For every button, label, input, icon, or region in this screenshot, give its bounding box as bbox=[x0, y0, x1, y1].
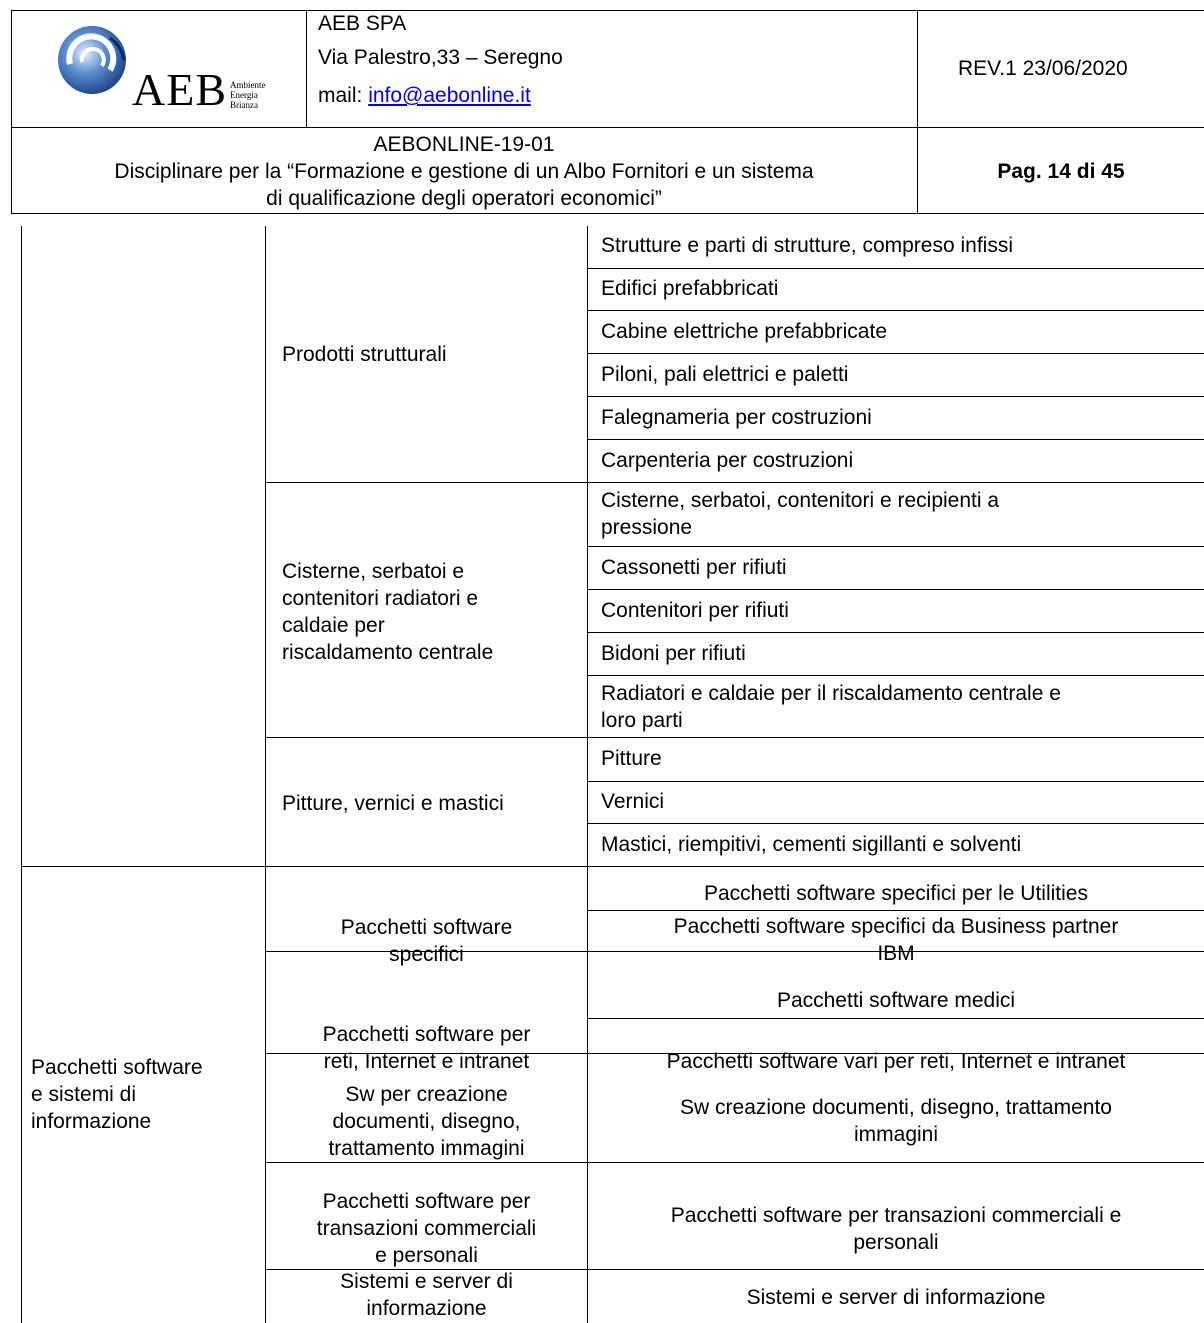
logo-sub-1: Ambiente bbox=[230, 80, 266, 90]
revision: REV.1 23/06/2020 bbox=[958, 57, 1128, 80]
list-item-continuation: loro parti bbox=[601, 709, 683, 732]
category-label-line-1: Pacchetti software bbox=[31, 1056, 203, 1079]
group-label-cisterne-line-2: contenitori radiatori e bbox=[282, 587, 479, 610]
subgroup-label-line: Pacchetti software per bbox=[322, 1023, 531, 1046]
list-item: Cisterne, serbatoi, contenitori e recipienti a bbox=[601, 489, 1000, 512]
group-label-cisterne-line-4: riscaldamento centrale bbox=[282, 641, 494, 664]
doc-title-line-1: Disciplinare per la “Formazione e gestione di un Albo Fornitori e un sistema bbox=[114, 160, 814, 183]
doc-title-line-2: di qualificazione degli operatori economici” bbox=[266, 187, 662, 210]
logo-sub-2: Energia bbox=[230, 90, 258, 100]
category-label-line-3: informazione bbox=[31, 1110, 152, 1133]
subgroup-label-line: informazione bbox=[366, 1297, 487, 1320]
list-item: Sw creazione documenti, disegno, trattamento bbox=[680, 1096, 1112, 1119]
subgroup-label-line: Sw per creazione bbox=[345, 1083, 508, 1106]
list-item: Bidoni per rifiuti bbox=[601, 642, 746, 665]
list-item: Pacchetti software specifici per le Utilities bbox=[704, 882, 1088, 905]
subgroup-label-line: trattamento immagini bbox=[328, 1137, 525, 1160]
list-item: Piloni, pali elettrici e paletti bbox=[601, 363, 849, 386]
subgroup-label-line: Pacchetti software per bbox=[322, 1190, 531, 1213]
company-address: Via Palestro,33 – Seregno bbox=[318, 46, 563, 69]
company-name: AEB SPA bbox=[318, 12, 407, 35]
company-mail bbox=[318, 82, 531, 109]
subgroup-label-line: e personali bbox=[375, 1244, 478, 1267]
list-item: Radiatori e caldaie per il riscaldamento centrale e bbox=[601, 682, 1061, 705]
list-item: Contenitori per rifiuti bbox=[601, 599, 789, 622]
mail-prefix: mail: bbox=[318, 84, 369, 107]
list-item: Pitture bbox=[601, 747, 662, 770]
category-label-line-2: e sistemi di bbox=[31, 1083, 137, 1106]
subgroup-label-line: Sistemi e server di bbox=[340, 1270, 513, 1293]
list-item: Pacchetti software medici bbox=[776, 989, 1016, 1012]
list-item-continuation: personali bbox=[853, 1231, 939, 1254]
page-number: Pag. 14 di 45 bbox=[997, 160, 1125, 183]
list-item: Cabine elettriche prefabbricate bbox=[601, 320, 888, 343]
subgroup-label-line: specifici bbox=[389, 943, 464, 966]
list-item-continuation: immagini bbox=[853, 1123, 939, 1146]
doc-code: AEBONLINE-19-01 bbox=[373, 133, 555, 156]
logo-text: AEB bbox=[132, 64, 227, 115]
group-label-pitture: Pitture, vernici e mastici bbox=[282, 792, 504, 815]
group-label-cisterne-line-3: caldaie per bbox=[282, 614, 385, 637]
list-item: Cassonetti per rifiuti bbox=[601, 556, 787, 579]
list-item-continuation: IBM bbox=[877, 942, 915, 965]
subgroup-label-line: Pacchetti software bbox=[340, 916, 513, 939]
logo-sub-3: Brianza bbox=[230, 100, 258, 110]
subgroup-label-line: transazioni commerciali bbox=[316, 1217, 537, 1240]
list-item: Pacchetti software per transazioni commerciali e bbox=[670, 1204, 1122, 1227]
list-item: Carpenteria per costruzioni bbox=[601, 449, 854, 472]
list-item: Mastici, riempitivi, cementi sigillanti e solventi bbox=[601, 833, 1022, 856]
list-item: Strutture e parti di strutture, compreso infissi bbox=[601, 234, 1013, 257]
list-item: Pacchetti software vari per reti, Internet e intranet bbox=[666, 1050, 1126, 1073]
list-item: Edifici prefabbricati bbox=[601, 277, 779, 300]
mail-link[interactable]: info@aebonline.it bbox=[368, 84, 531, 107]
list-item: Sistemi e server di informazione bbox=[746, 1286, 1046, 1309]
subgroup-label-line: reti, Internet e intranet bbox=[323, 1050, 530, 1073]
list-item-continuation: pressione bbox=[601, 516, 693, 539]
list-item: Vernici bbox=[601, 790, 665, 813]
group-label-prodotti-strutturali: Prodotti strutturali bbox=[282, 343, 447, 366]
group-label-cisterne-line-1: Cisterne, serbatoi e bbox=[282, 560, 465, 583]
subgroup-label-line: documenti, disegno, bbox=[332, 1110, 521, 1133]
list-item: Falegnameria per costruzioni bbox=[601, 406, 872, 429]
list-item: Pacchetti software specifici da Business partner bbox=[673, 915, 1119, 938]
